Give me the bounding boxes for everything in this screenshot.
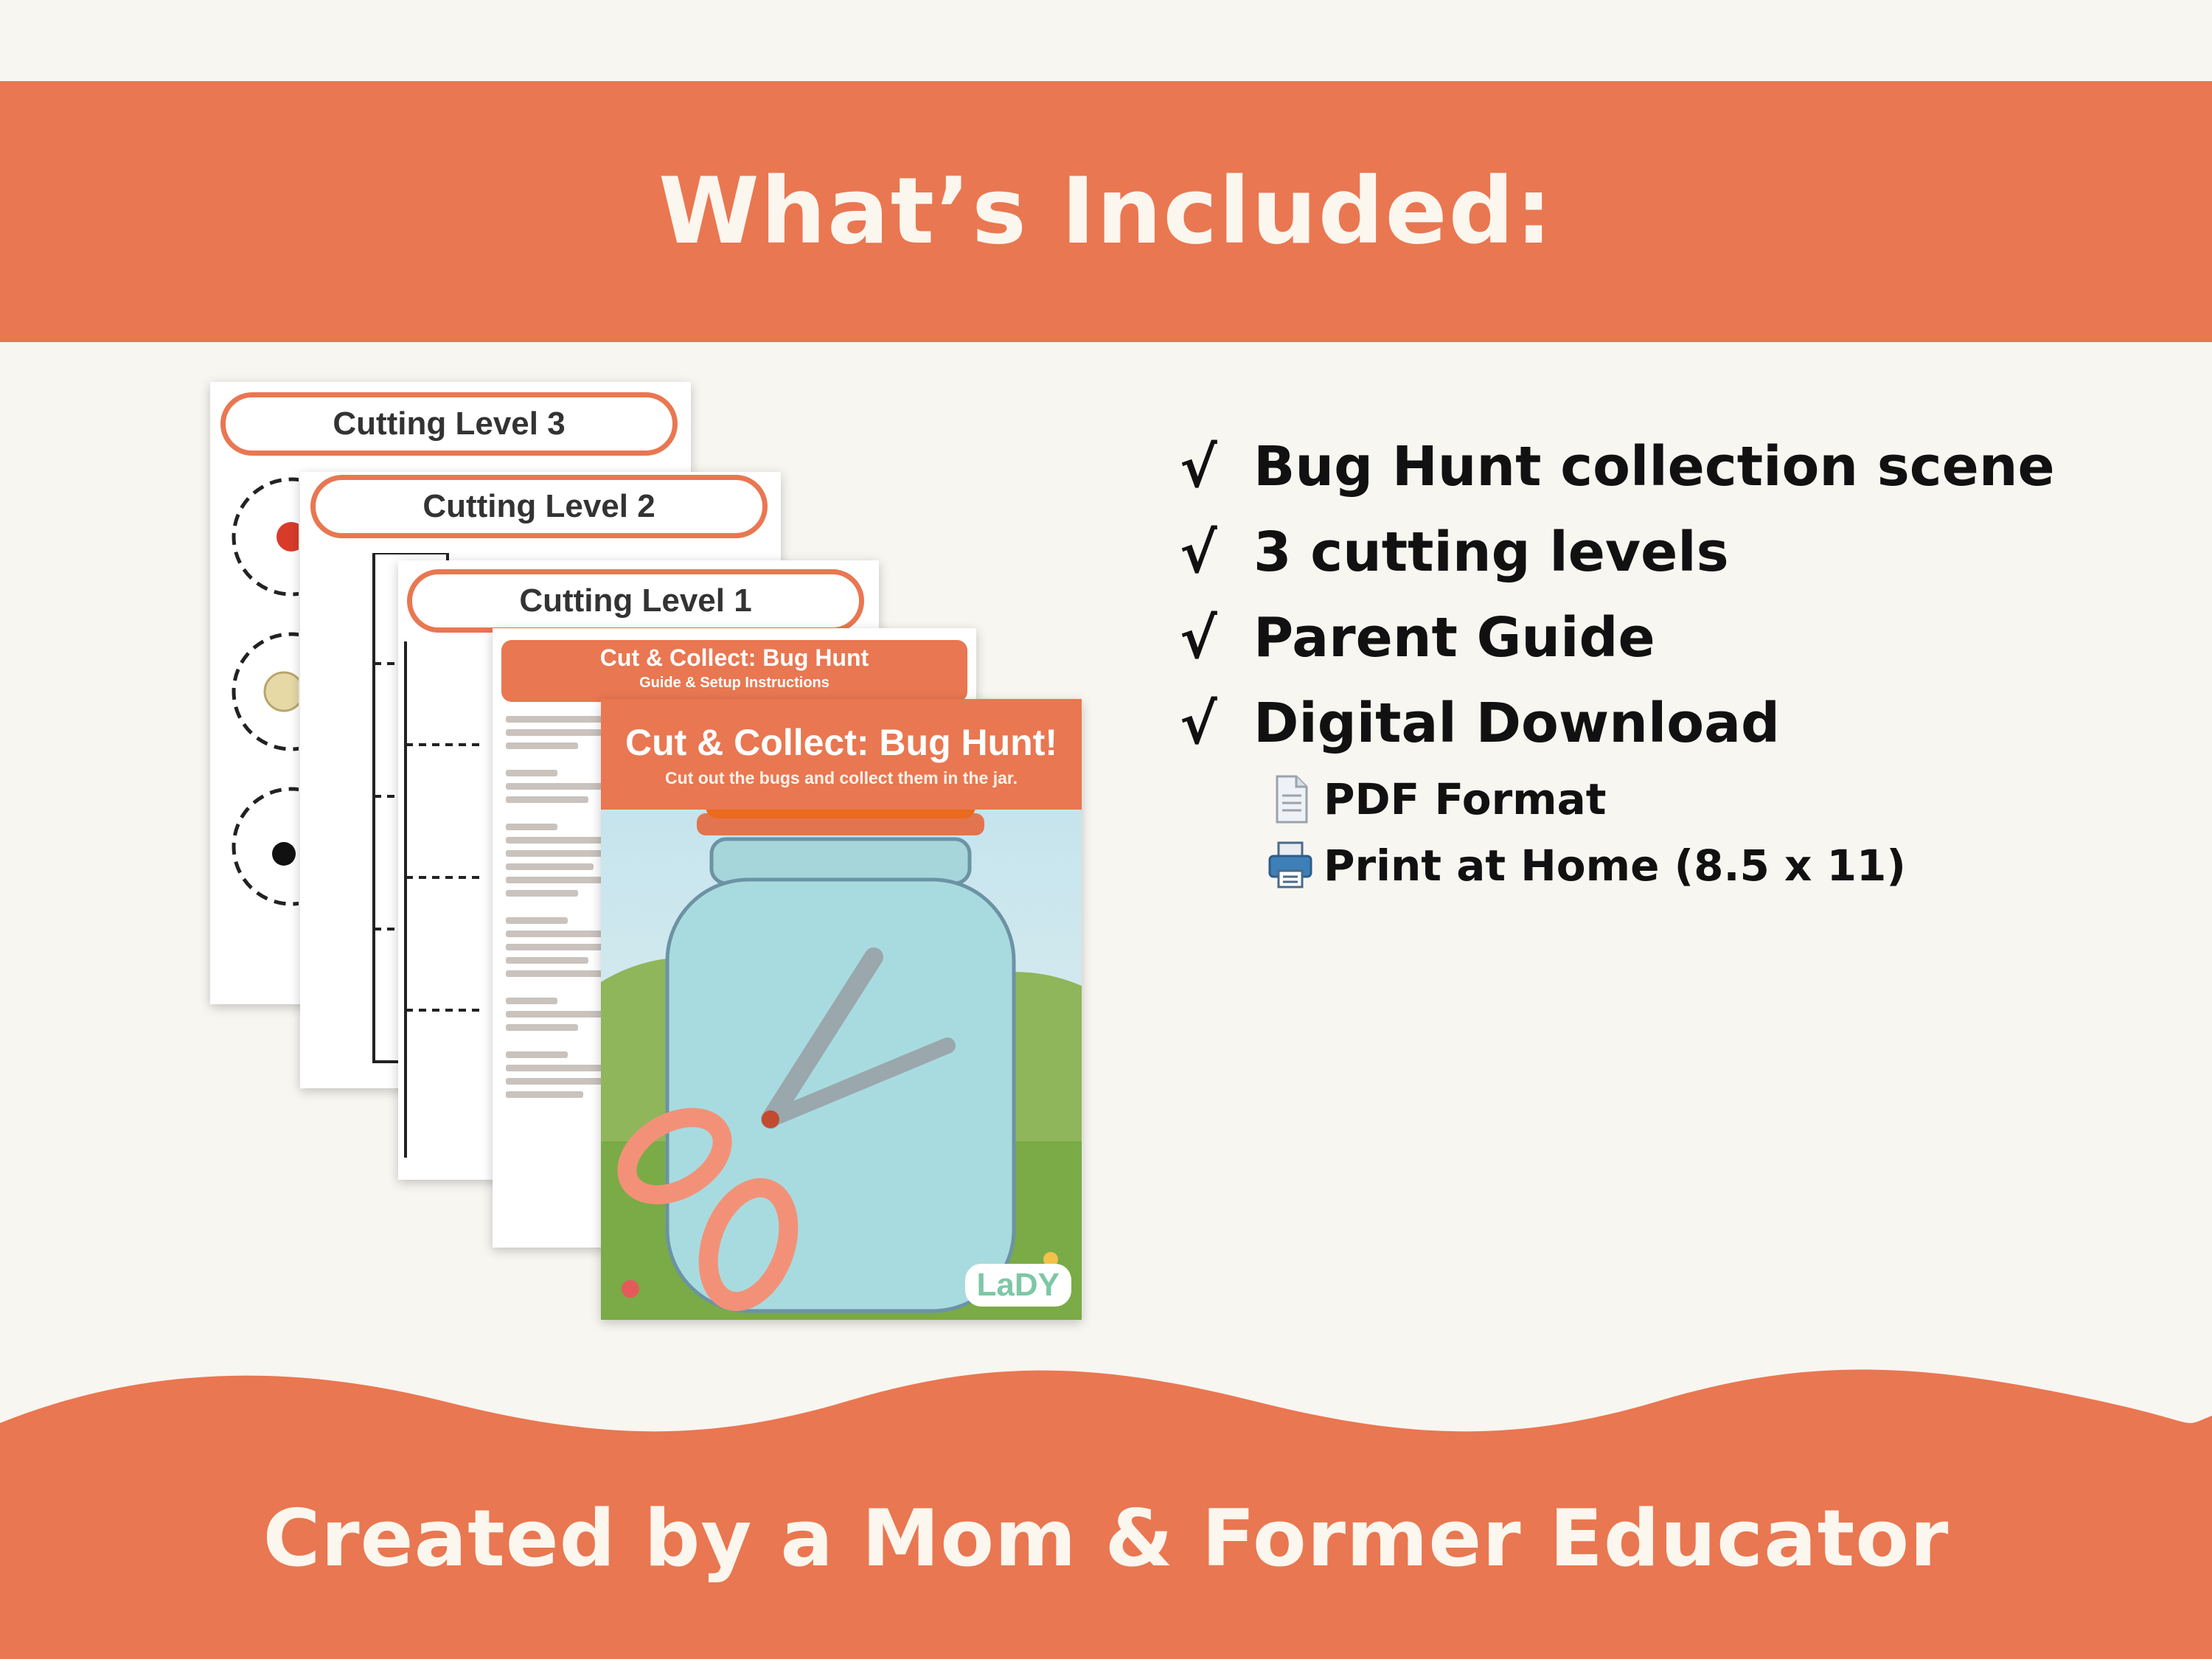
sheet-cover <box>601 699 1082 1320</box>
cover-logo: LaDY <box>965 1264 1071 1307</box>
feature-item <box>1180 424 2175 509</box>
feature-item <box>1180 681 2175 766</box>
document-icon <box>1257 773 1324 825</box>
feature-label: Parent Guide <box>1253 606 1655 669</box>
features-list <box>1180 424 2175 899</box>
feature-label: Digital Download <box>1253 692 1780 755</box>
cover-title: Cut & Collect: Bug Hunt! <box>625 722 1057 763</box>
sub-feature-label: PDF Format <box>1324 774 1607 824</box>
cover-header <box>601 699 1082 810</box>
feature-label: 3 cutting levels <box>1253 521 1729 584</box>
guide-subtitle: Guide & Setup Instructions <box>639 675 830 691</box>
sheet-title-level-2: Cutting Level 2 <box>310 475 768 538</box>
sheet-title-level-3: Cutting Level 3 <box>220 392 678 456</box>
sub-feature-label: Print at Home (8.5 x 11) <box>1324 841 1906 891</box>
checkmark-icon: √ <box>1180 519 1217 585</box>
sheet-title-level-1: Cutting Level 1 <box>407 569 864 633</box>
checkmark-icon: √ <box>1180 605 1217 671</box>
feature-item <box>1180 595 2175 681</box>
feature-item <box>1180 509 2175 595</box>
guide-text-lines <box>506 709 609 1105</box>
sub-feature-item <box>1257 766 2175 832</box>
printer-icon <box>1257 840 1324 891</box>
bug-cutouts-illustration <box>210 456 299 972</box>
checkmark-icon: √ <box>1180 690 1217 757</box>
checkmark-icon: √ <box>1180 434 1217 500</box>
page-title: What’s Included: <box>658 159 1554 265</box>
feature-label: Bug Hunt collection scene <box>1253 435 2055 498</box>
cut-lines-illustration <box>398 641 487 1158</box>
guide-title: Cut & Collect: Bug Hunt <box>599 644 869 671</box>
footer-tagline: Created by a Mom & Former Educator <box>262 1493 1950 1584</box>
header-banner <box>0 81 2212 342</box>
guide-header <box>501 640 967 702</box>
sub-feature-item <box>1257 832 2175 899</box>
cover-subtitle: Cut out the bugs and collect them in the jar. <box>665 768 1018 787</box>
